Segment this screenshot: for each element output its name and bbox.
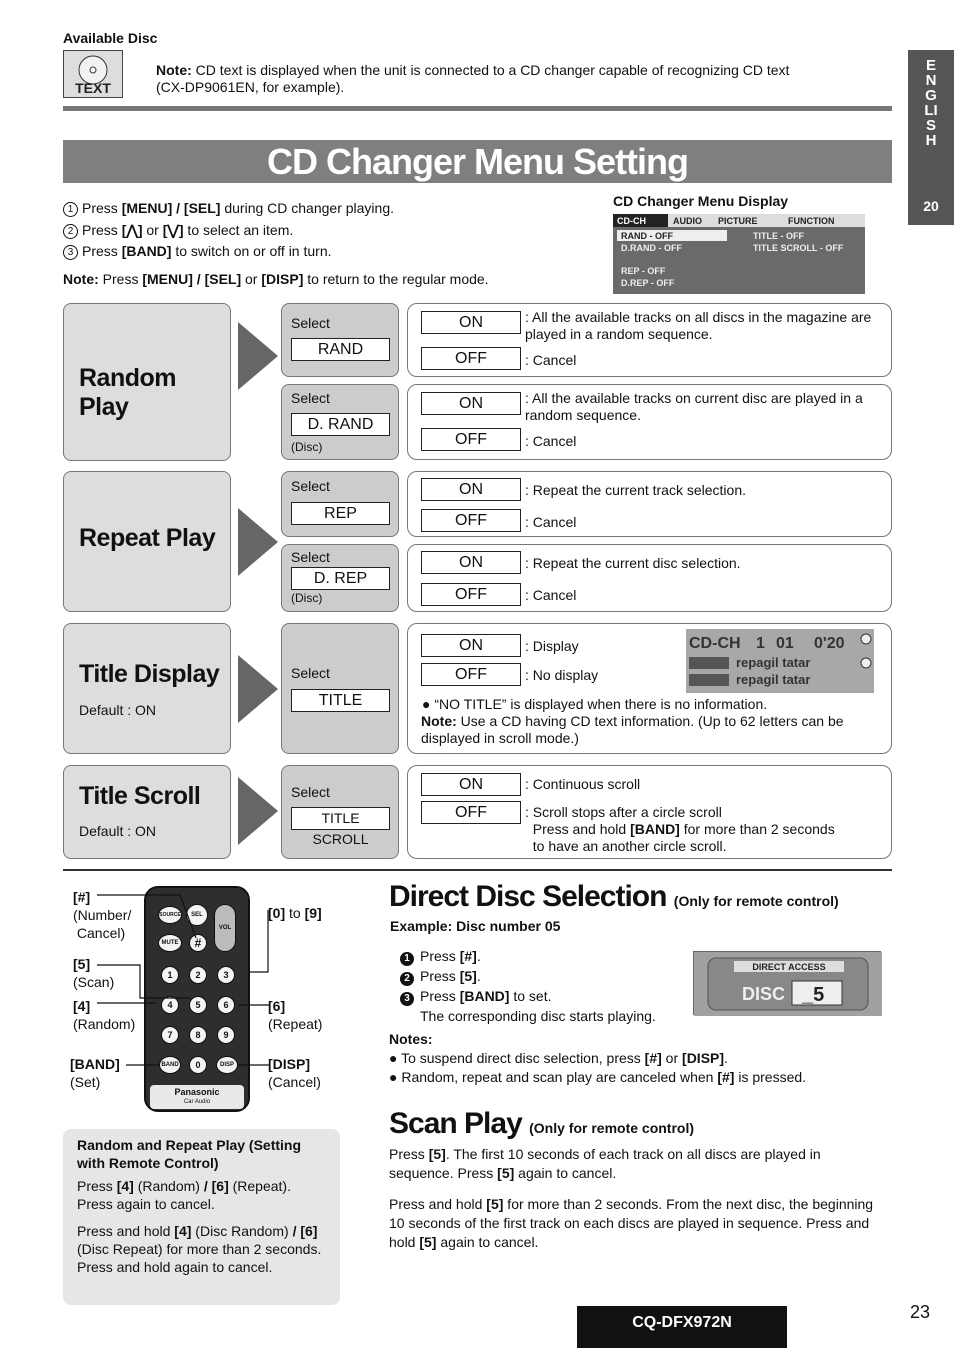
callout-digits: [0] to [9] bbox=[268, 905, 322, 921]
direct-disc-title: Direct Disc Selection (Only for remote control) bbox=[389, 880, 839, 913]
remote-button-4: 4 bbox=[161, 996, 179, 1014]
step-3-number: 3 bbox=[63, 245, 78, 260]
svg-text:repagil tatar: repagil tatar bbox=[736, 672, 811, 687]
remote-button-9: 9 bbox=[217, 1026, 235, 1044]
title-options: ON : Display OFF : No display CD-CH 1 01 0'20 repagil tatar repagil tatar ● “NO TITLE” is displayed when there is no information. Note: Use a CD having CD text information. (Up to 62 letters can be displayed in scroll mode.) bbox=[407, 623, 892, 754]
top-note-text: CD text is displayed when the unit is connected to a CD changer capable of recognizing CD text (CX-DP9061EN, for example). bbox=[156, 62, 790, 95]
remote-box-title: Random and Repeat Play (Setting with Remote Control) bbox=[77, 1137, 302, 1171]
title-on: ON bbox=[421, 634, 521, 657]
drep-off: OFF bbox=[421, 583, 521, 606]
no-title-bullet: ● “NO TITLE” is displayed when there is no information. bbox=[422, 696, 768, 712]
direct-disc-notes: Notes: ● To suspend direct disc selection, press [#] or [DISP]. ● Random, repeat and scan play are canceled when [#] is pressed. bbox=[389, 1031, 807, 1085]
svg-text:repagil tatar: repagil tatar bbox=[736, 655, 811, 670]
drep-options: ON : Repeat the current disc selection. OFF : Cancel bbox=[407, 544, 892, 612]
select-drep-box: Select D. REP (Disc) bbox=[281, 544, 399, 612]
drand-item: D. RAND bbox=[291, 413, 390, 436]
svg-text:PICTURE: PICTURE bbox=[718, 216, 758, 226]
return-note: Note: Press [MENU] / [SEL] or [DISP] to return to the regular mode. bbox=[63, 271, 489, 287]
svg-text:CD-CH: CD-CH bbox=[617, 216, 646, 226]
drand-on: ON bbox=[421, 392, 521, 415]
scan-play-paragraph-2: Press and hold [5] for more than 2 seconds. From the next disc, the beginning 10 seconds of the first track on each discs are played in sequence. Press and hold [5] again to cancel. bbox=[389, 1196, 874, 1250]
rep-options: ON : Repeat the current track selection. OFF : Cancel bbox=[407, 471, 892, 537]
arrow-icon bbox=[238, 322, 278, 390]
select-title-box: Select TITLE bbox=[281, 623, 399, 754]
title-item: TITLE bbox=[291, 689, 390, 712]
step-2-dot: 2 bbox=[400, 972, 414, 986]
callout-band: [BAND] (Set) bbox=[70, 1056, 120, 1090]
remote-brand-sub: Car Audio bbox=[183, 1099, 211, 1105]
remote-button-8: 8 bbox=[189, 1026, 207, 1044]
svg-text:0'20: 0'20 bbox=[814, 635, 845, 652]
callout-disp: [DISP] (Cancel) bbox=[268, 1056, 321, 1090]
title-scroll-title: Title Scroll bbox=[79, 782, 201, 810]
scan-play-paragraph-1: Press [5]. The first 10 seconds of each track on all discs are played in sequence. Press [5] again to cancel. bbox=[389, 1146, 821, 1181]
remote-source-button: SOURCE bbox=[158, 906, 182, 924]
direct-disc-example: Example: Disc number 05 bbox=[390, 918, 561, 934]
svg-text:01: 01 bbox=[776, 635, 794, 652]
repeat-play-title: Repeat Play bbox=[79, 524, 216, 552]
step-2: 2 Press [⋀] or [⋁] to select an item. bbox=[63, 220, 583, 242]
model-number: CQ-DFX972N bbox=[577, 1306, 787, 1348]
step-2-number: 2 bbox=[63, 224, 78, 239]
remote-button-3: 3 bbox=[217, 966, 235, 984]
remote-hash-button: # bbox=[189, 934, 207, 952]
drep-item: D. REP bbox=[291, 567, 390, 590]
remote-button-1: 1 bbox=[161, 966, 179, 984]
svg-text:TITLE SCROLL - OFF: TITLE SCROLL - OFF bbox=[753, 243, 844, 253]
remote-mute-button: MUTE bbox=[158, 934, 182, 952]
select-drand-box: Select D. RAND (Disc) bbox=[281, 384, 399, 460]
arrow-icon bbox=[238, 777, 278, 845]
top-note bbox=[156, 62, 816, 96]
drand-off: OFF bbox=[421, 428, 521, 451]
title-display-default: Default : ON bbox=[79, 702, 157, 718]
remote-band-button: BAND bbox=[159, 1056, 181, 1074]
section-divider bbox=[63, 869, 892, 871]
callout-five: [5] (Scan) bbox=[73, 956, 115, 990]
remote-button-2: 2 bbox=[189, 966, 207, 984]
rep-item: REP bbox=[291, 502, 390, 525]
remote-button-6: 6 bbox=[217, 996, 235, 1014]
title-off: OFF bbox=[421, 663, 521, 686]
language-tab bbox=[908, 50, 954, 225]
remote-box-p2: Press and hold [4] (Disc Random) / [6] (Disc Repeat) for more than 2 seconds. Press and hold again to cancel. bbox=[77, 1223, 322, 1275]
title-banner bbox=[63, 140, 892, 183]
rep-off: OFF bbox=[421, 509, 521, 532]
direct-access-screen bbox=[693, 951, 881, 1015]
svg-text:DIRECT ACCESS: DIRECT ACCESS bbox=[752, 962, 826, 972]
step-1-number: 1 bbox=[63, 202, 78, 217]
arrow-icon bbox=[238, 508, 278, 576]
svg-text:RAND - OFF: RAND - OFF bbox=[621, 231, 673, 241]
title-lcd-screen bbox=[686, 629, 874, 693]
remote-disp-button: DISP bbox=[216, 1056, 238, 1074]
direct-disc-steps: 1 Press [#]. 2 Press [5]. 3 Press [BAND] to set. The corresponding disc starts playing. bbox=[400, 946, 656, 1026]
title-scroll-on: ON bbox=[421, 773, 521, 796]
step-1-dot: 1 bbox=[400, 952, 414, 966]
step-3-dot: 3 bbox=[400, 992, 414, 1006]
arrow-icon bbox=[238, 655, 278, 723]
svg-text:TITLE - OFF: TITLE - OFF bbox=[753, 231, 804, 241]
repeat-play-box bbox=[63, 471, 231, 612]
menu-display-screen bbox=[613, 214, 865, 294]
language-tab-label: ENGLISH bbox=[924, 57, 938, 149]
svg-text:REP - OFF: REP - OFF bbox=[621, 266, 666, 276]
rand-options: ON : All the available tracks on all discs in the magazine are played in a random sequence. OFF : Cancel bbox=[407, 303, 892, 377]
title-display-box bbox=[63, 623, 231, 754]
svg-text:D.RAND - OFF: D.RAND - OFF bbox=[621, 243, 682, 253]
top-note-label: Note: bbox=[156, 62, 192, 78]
title-display-title: Title Display bbox=[79, 660, 220, 688]
title-scroll-options: ON : Continuous scroll OFF : Scroll stops after a circle scroll Press and hold [BAND] for more than 2 seconds to have an another circle scroll. bbox=[407, 765, 892, 859]
drand-options: ON : All the available tracks on current disc are played in a random sequence. OFF : Cancel bbox=[407, 384, 892, 460]
title-scroll-box bbox=[63, 765, 231, 859]
rand-off: OFF bbox=[421, 347, 521, 370]
callout-six: [6] (Repeat) bbox=[268, 998, 323, 1032]
svg-text:1: 1 bbox=[756, 635, 765, 652]
menu-display-label: CD Changer Menu Display bbox=[613, 193, 789, 209]
step-1: 1 Press [MENU] / [SEL] during CD changer playing. bbox=[63, 198, 583, 220]
scan-play-title: Scan Play (Only for remote control) bbox=[389, 1107, 695, 1140]
svg-text:FUNCTION: FUNCTION bbox=[788, 216, 835, 226]
cd-text-logo bbox=[63, 50, 123, 98]
title-scroll-item: TITLE SCROLL bbox=[291, 807, 390, 830]
random-play-box bbox=[63, 303, 231, 461]
callout-hash: [#] (Number/ Cancel) bbox=[73, 889, 132, 941]
select-rep-box: Select REP bbox=[281, 471, 399, 537]
setup-steps bbox=[63, 198, 583, 263]
top-divider bbox=[63, 106, 892, 111]
select-title-scroll-box: Select TITLE SCROLL bbox=[281, 765, 399, 859]
remote-vol-button: VOL bbox=[214, 904, 236, 952]
title-scroll-off: OFF bbox=[421, 801, 521, 824]
remote-random-repeat-box bbox=[63, 1129, 340, 1305]
svg-text:AUDIO: AUDIO bbox=[673, 216, 702, 226]
page-number: 23 bbox=[910, 1302, 931, 1322]
random-play-title: Random Play bbox=[79, 364, 176, 421]
step-3: 3 Press [BAND] to switch on or off in turn. bbox=[63, 241, 583, 263]
rand-on: ON bbox=[421, 311, 521, 334]
remote-button-0: 0 bbox=[189, 1056, 207, 1074]
section-number: 20 bbox=[923, 198, 939, 214]
available-disc-label: Available Disc bbox=[63, 30, 158, 46]
remote-brand: Panasonic bbox=[174, 1087, 220, 1097]
rep-on: ON bbox=[421, 478, 521, 501]
svg-text:D.REP - OFF: D.REP - OFF bbox=[621, 278, 675, 288]
cd-text-logo-label: TEXT bbox=[75, 80, 111, 96]
page-title: CD Changer Menu Setting bbox=[266, 141, 688, 182]
svg-text:_5: _5 bbox=[802, 984, 825, 1006]
remote-button-5: 5 bbox=[189, 996, 207, 1014]
select-rand-box: Select RAND bbox=[281, 303, 399, 377]
svg-text:DISC: DISC bbox=[742, 984, 786, 1004]
remote-box-p1: Press [4] (Random) / [6] (Repeat). Press again to cancel. bbox=[77, 1178, 291, 1212]
title-display-note: Note: Use a CD having CD text information. (Up to 62 letters can be displayed in scroll mode.) bbox=[421, 713, 844, 746]
drep-on: ON bbox=[421, 551, 521, 574]
callout-four: [4] (Random) bbox=[73, 998, 136, 1032]
rand-item: RAND bbox=[291, 338, 390, 361]
title-scroll-default: Default : ON bbox=[79, 823, 157, 839]
remote-sel-button: SEL bbox=[186, 904, 208, 926]
remote-button-7: 7 bbox=[161, 1026, 179, 1044]
svg-text:CD-CH: CD-CH bbox=[689, 635, 741, 652]
